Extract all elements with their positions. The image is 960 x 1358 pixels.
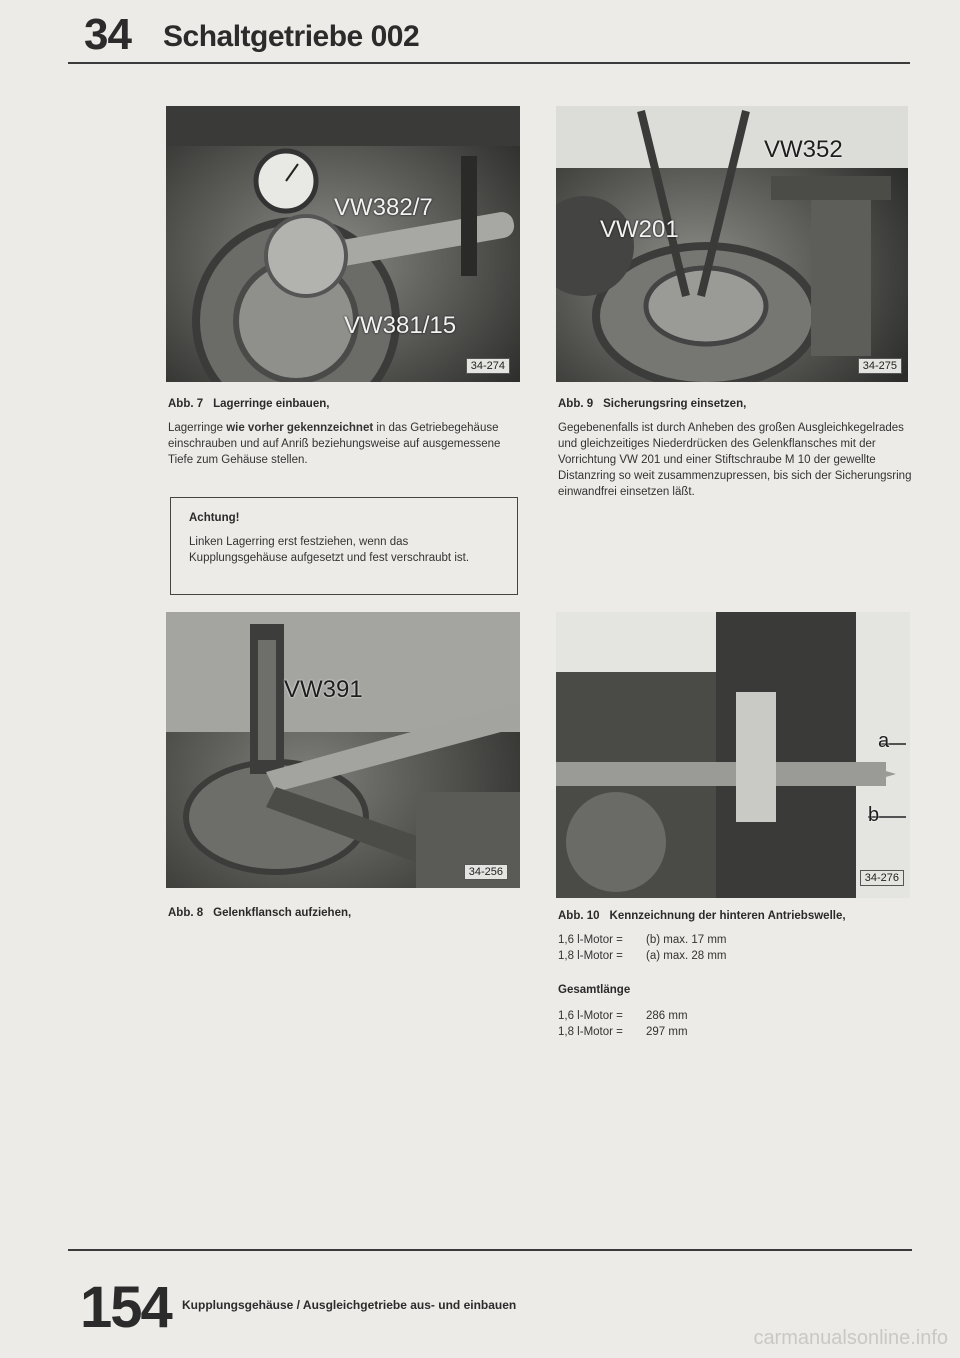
footer-rule	[68, 1249, 912, 1251]
chapter-title: Schaltgetriebe 002	[163, 20, 420, 53]
watermark: carmanualsonline.info	[753, 1327, 948, 1349]
length-row: 1,6 l-Motor = 286 mm	[558, 1010, 688, 1022]
figure-9-photo	[556, 106, 908, 382]
warning-text: Linken Lagerring erst festziehen, wenn das Kupplungsgehäuse aufgesetzt und fest verschraubt ist.	[189, 536, 470, 564]
dimension-label-a: a	[878, 730, 890, 752]
caption-number: Abb. 10	[558, 910, 600, 922]
figure-7-photo	[166, 106, 520, 382]
warning-box	[170, 497, 518, 595]
tool-label-vw352: VW352	[764, 136, 843, 163]
figure-ref-tag: 34-256	[464, 864, 508, 880]
spec-row: 1,6 l-Motor = (b) max. 17 mm	[558, 934, 727, 946]
tool-label-vw201: VW201	[600, 216, 679, 243]
length-row: 1,8 l-Motor = 297 mm	[558, 1026, 688, 1038]
caption-title: Lagerringe einbauen,	[213, 398, 330, 410]
figure-ref-tag: 34-276	[860, 870, 904, 886]
caption-title: Kennzeichnung der hinteren Antriebswelle,	[609, 910, 846, 922]
caption-title: Gelenkflansch aufziehen,	[213, 907, 352, 919]
figure-10-photo	[556, 612, 910, 898]
figure-9-caption	[558, 398, 746, 410]
footer-section-title: Kupplungsgehäuse / Ausgleichgetriebe aus- und einbauen	[182, 1298, 517, 1312]
caption-number: Abb. 7	[168, 398, 204, 410]
figure-8-photo	[166, 612, 520, 888]
figure-9-text: Gegebenenfalls ist durch Anheben des großen Ausgleichkegelrades und gleichzeitiges Niederdrücken des Gelenkflansches mit der Vorrichtung VW 201 und einer Stiftschraube M 10 der gewellte Distanzring so weit zusammenzupressen, bis sich der Sicherungsring einwandfrei einsetzen läßt.	[558, 422, 912, 498]
header-rule	[68, 62, 910, 64]
page-number: 154	[80, 1275, 171, 1340]
figure-ref-tag: 34-274	[466, 358, 510, 374]
tool-label-vw391: VW391	[284, 676, 363, 703]
figure-8-caption	[168, 907, 351, 919]
spec-row: 1,8 l-Motor = (a) max. 28 mm	[558, 950, 727, 962]
caption-number: Abb. 8	[168, 907, 204, 919]
tool-label-vw382-7: VW382/7	[334, 194, 433, 221]
figure-10-caption	[558, 910, 846, 922]
caption-number: Abb. 9	[558, 398, 594, 410]
tool-label-vw381-15: VW381/15	[344, 312, 457, 339]
figure-7-caption	[168, 398, 329, 410]
figure-7-text: Lagerringe wie vorher gekennzeichnet in das Getriebegehäuse einschrauben und auf Anriß beziehungsweise auf ausgemessene Tiefe zum Gehäuse stellen.	[168, 422, 501, 466]
caption-title: Sicherungsring einsetzen,	[603, 398, 747, 410]
warning-title: Achtung!	[189, 512, 240, 524]
dimension-label-b: b	[868, 804, 880, 826]
figure-ref-tag: 34-275	[858, 358, 902, 374]
chapter-number: 34	[84, 10, 131, 59]
length-heading: Gesamtlänge	[558, 984, 631, 996]
